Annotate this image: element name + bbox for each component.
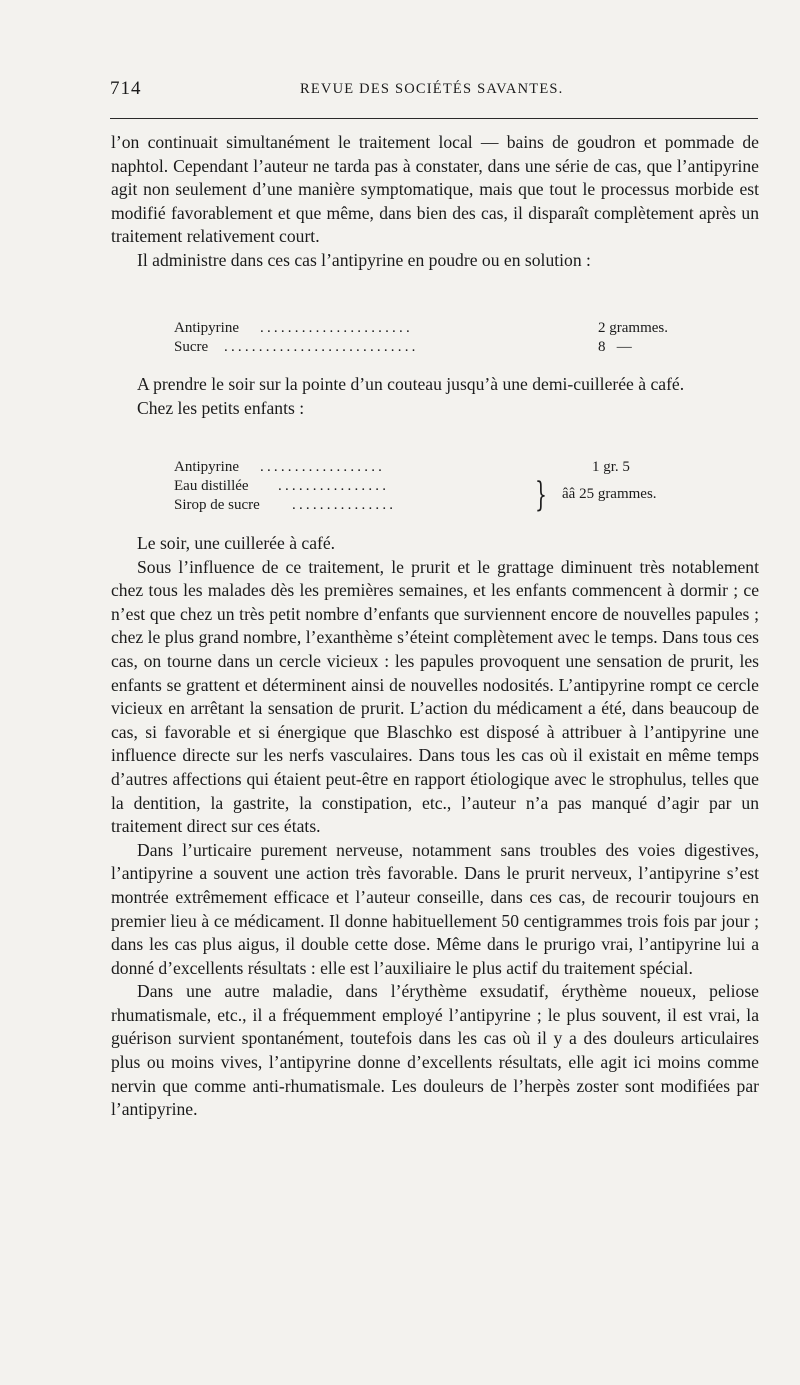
leader-dots: ................ (278, 478, 390, 494)
leader-dots: ............................ (224, 339, 419, 355)
ingredient-quantity: 8 — (598, 339, 632, 355)
ingredient-name: Antipyrine (174, 320, 239, 336)
ingredient-name: Sirop de sucre (174, 497, 260, 513)
leader-dots: .................. (260, 459, 386, 475)
ingredient-name: Eau distillée (174, 478, 249, 494)
recipe-line (174, 338, 734, 357)
leader-dots: ............... (292, 497, 397, 513)
recipe-adults (174, 319, 734, 357)
text-block-bottom (111, 532, 759, 1122)
recipe-children (174, 458, 734, 515)
paragraph-influence: Sous l’influence de ce traitement, le prurit et le grattage diminuent très notablement chez tous les malades dès les premières semaines, et les enfants commencent à dormir ; ce n’est que chez un très petit nombre d’enfants que surviennent encore de nouvelles papules ; chez le plus grand nombre, l’exanthème s’éteint complètement avec le temps. Dans tous ces cas, on tourne dans un cercle vicieux : les papules provoquent une sensation de prurit, les enfants se grattent et déterminent ainsi de nouvelles nodosités. L’antipyrine rompt ce cercle vicieux en arrêtant la sensation de prurit. L’action du médicament a été, dans beaucoup de cas, si favorable et si énergique que Blaschko est disposé à attribuer à l’antipyrine une influence directe sur les nerfs vasculaires. Dans tous les cas où il existait en même temps d’autres affections qui étaient peut-être en rapport étiologique avec le strophulus, telles que la dentition, la gastrite, la constipation, etc., l’auteur n’a pas manqué d’agir par un traitement direct sur ces états. (111, 556, 759, 837)
paragraph-urticaria: Dans l’urticaire purement nerveuse, notamment sans troubles des voies digestives, l’antipyrine a souvent une action très favorable. Dans le prurit nerveux, l’antipyrine s’est montrée extrêmement efficace et l’auteur conseille, dans ces cas, de recourir toujours en premier lieu à ce médicament. Il donne habituellement 50 centigrammes trois fois par jour ; dans les cas plus aigus, il double cette dose. Même dans le prurigo vrai, l’antipyrine lui a donné d’excellents résultats : elle est l’auxiliaire le plus actif du traitement spécial. (111, 839, 759, 978)
paragraph-erythema: Dans une autre maladie, dans l’érythème exsudatif, érythème noueux, peliose rhumatismale, etc., il a fréquemment employé l’antipyrine ; le plus souvent, il est vrai, la guérison survient spontanément, toutefois dans les cas où il y a des douleurs articulaires plus ou moins vives, l’antipyrine donne d’excellents résultats, elle agit ici moins comme nervin que comme anti-rhumatismale. Les douleurs de l’herpès zoster sont modifiées par l’antipyrine. (111, 981, 759, 1120)
text-block-middle (111, 373, 759, 420)
recipe-line (174, 319, 734, 338)
leader-dots: ...................... (260, 320, 413, 336)
ingredient-quantity: 1 gr. 5 (592, 459, 630, 475)
running-title: REVUE DES SOCIÉTÉS SAVANTES. (300, 81, 564, 97)
ingredient-name: Sucre (174, 339, 209, 355)
brace-symbol: } (535, 475, 547, 515)
page-number: 714 (110, 78, 142, 99)
paragraph-evening: Le soir, une cuillerée à café. (137, 533, 336, 553)
recipe-line (174, 458, 734, 477)
paragraph-administration: Il administre dans ces cas l’antipyrine en poudre ou en solution : (137, 249, 591, 270)
combined-quantity: ââ 25 grammes. (562, 486, 657, 502)
paragraph-continuation: l’on continuait simultanément le traitement local — bains de goudron et pommade de naphtol. Cependant l’auteur ne tarda pas à constater, dans une série de cas, que l’antipyrine agit non seulement d’une manière symptomatique, mais que tout le processus morbide est modifié favorablement et que même, dans bien des cas, il disparaît complètement après un traitement relativement court. (111, 132, 759, 247)
paragraph-children: Chez les petits enfants : (137, 397, 305, 418)
paragraph-dosage: A prendre le soir sur la pointe d’un couteau jusqu’à une demi-cuillerée à café. (137, 374, 685, 394)
page-header (110, 78, 760, 100)
ingredient-name: Antipyrine (174, 459, 239, 475)
ingredient-quantity: 2 grammes. (598, 320, 668, 336)
text-block-top (111, 131, 759, 273)
header-rule (110, 118, 758, 119)
